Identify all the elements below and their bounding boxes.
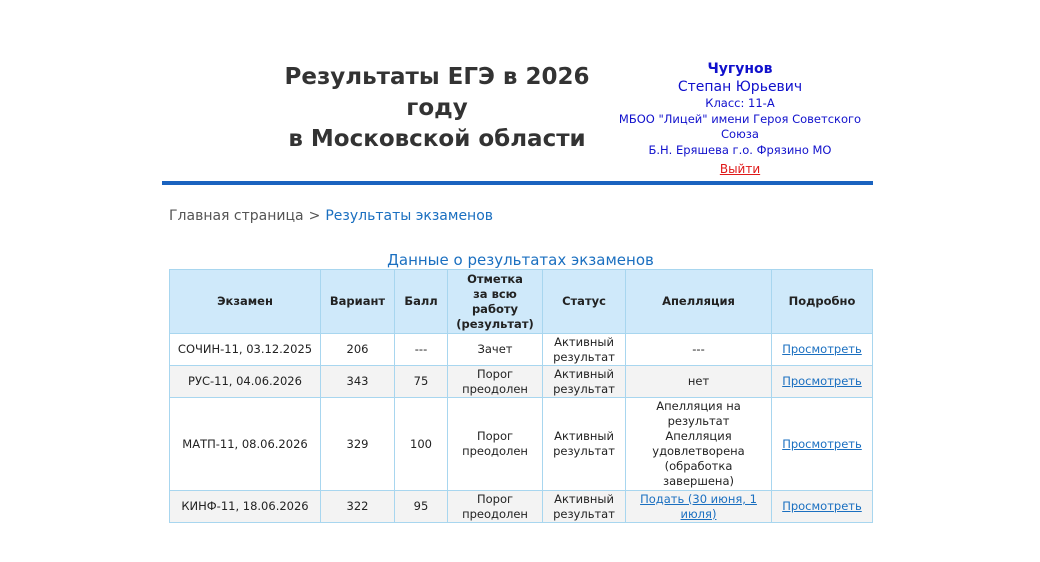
user-surname: Чугунов (707, 61, 773, 77)
view-details-link[interactable]: Просмотреть (782, 436, 862, 451)
col-header-score: Балл (395, 270, 448, 334)
cell-variant: 322 (321, 491, 395, 523)
user-given-names: Степан Юрьевич (677, 79, 803, 95)
results-table-caption: Данные о результатах экзаменов (387, 251, 654, 269)
breadcrumb (169, 207, 493, 225)
cell-status: Активный результат (543, 334, 626, 366)
cell-appeal: --- (626, 334, 772, 366)
col-header-variant: Вариант (321, 270, 395, 334)
cell-appeal: нет (626, 366, 772, 398)
col-header-appeal: Апелляция (626, 270, 772, 334)
cell-details (772, 334, 873, 366)
col-header-mark: Отметка за всю работу (результат) (448, 270, 543, 334)
cell-variant: 343 (321, 366, 395, 398)
logout-link[interactable]: Выйти (719, 162, 761, 176)
page-title-line-1: Результаты ЕГЭ в 2026 (284, 64, 590, 90)
cell-score: 95 (395, 491, 448, 523)
table-row (170, 334, 873, 366)
col-header-exam: Экзамен (170, 270, 321, 334)
cell-details (772, 491, 873, 523)
cell-appeal: Апелляция на результат Апелляция удовлетворена (обработка завершена) (626, 398, 772, 491)
col-header-status: Статус (543, 270, 626, 334)
user-school-line-1: МБОО "Лицей" имени Героя Советского Союза (618, 111, 862, 141)
cell-status: Активный результат (543, 366, 626, 398)
cell-details (772, 398, 873, 491)
header-divider (162, 181, 873, 185)
cell-score: 75 (395, 366, 448, 398)
cell-variant: 206 (321, 334, 395, 366)
col-header-details: Подробно (772, 270, 873, 334)
cell-mark: Порог преодолен (448, 398, 543, 491)
user-class: Класс: 11-А (705, 96, 775, 110)
table-row (170, 366, 873, 398)
cell-score: 100 (395, 398, 448, 491)
breadcrumb-home-link[interactable]: Главная страница (169, 208, 304, 224)
cell-variant: 329 (321, 398, 395, 491)
cell-mark: Порог преодолен (448, 366, 543, 398)
page-title-line-3: в Московской области (288, 126, 586, 152)
page-title-line-2: году (406, 95, 468, 121)
cell-mark: Порог преодолен (448, 491, 543, 523)
breadcrumb-separator: > (308, 208, 321, 224)
cell-status: Активный результат (543, 398, 626, 491)
cell-details (772, 366, 873, 398)
cell-exam: КИНФ-11, 18.06.2026 (170, 491, 321, 523)
view-details-link[interactable]: Просмотреть (782, 374, 862, 388)
submit-appeal-link[interactable]: Подать (30 июня, 1 июля) (640, 491, 757, 521)
breadcrumb-current: Результаты экзаменов (325, 208, 494, 224)
cell-appeal (626, 491, 772, 523)
user-info (600, 60, 880, 177)
cell-mark: Зачет (448, 334, 543, 366)
cell-status: Активный результат (543, 491, 626, 523)
view-details-link[interactable]: Просмотреть (782, 342, 862, 356)
cell-exam: МАТП-11, 08.06.2026 (170, 398, 321, 491)
table-row (170, 398, 873, 491)
page-title (262, 62, 612, 155)
table-header-row (170, 270, 873, 334)
cell-exam: СОЧИН-11, 03.12.2025 (170, 334, 321, 366)
table-row (170, 491, 873, 523)
user-school-line-2: Б.Н. Еряшева г.о. Фрязино МО (648, 142, 832, 157)
cell-exam: РУС-11, 04.06.2026 (170, 366, 321, 398)
view-details-link[interactable]: Просмотреть (782, 499, 862, 513)
results-table (169, 269, 873, 523)
cell-score: --- (395, 334, 448, 366)
